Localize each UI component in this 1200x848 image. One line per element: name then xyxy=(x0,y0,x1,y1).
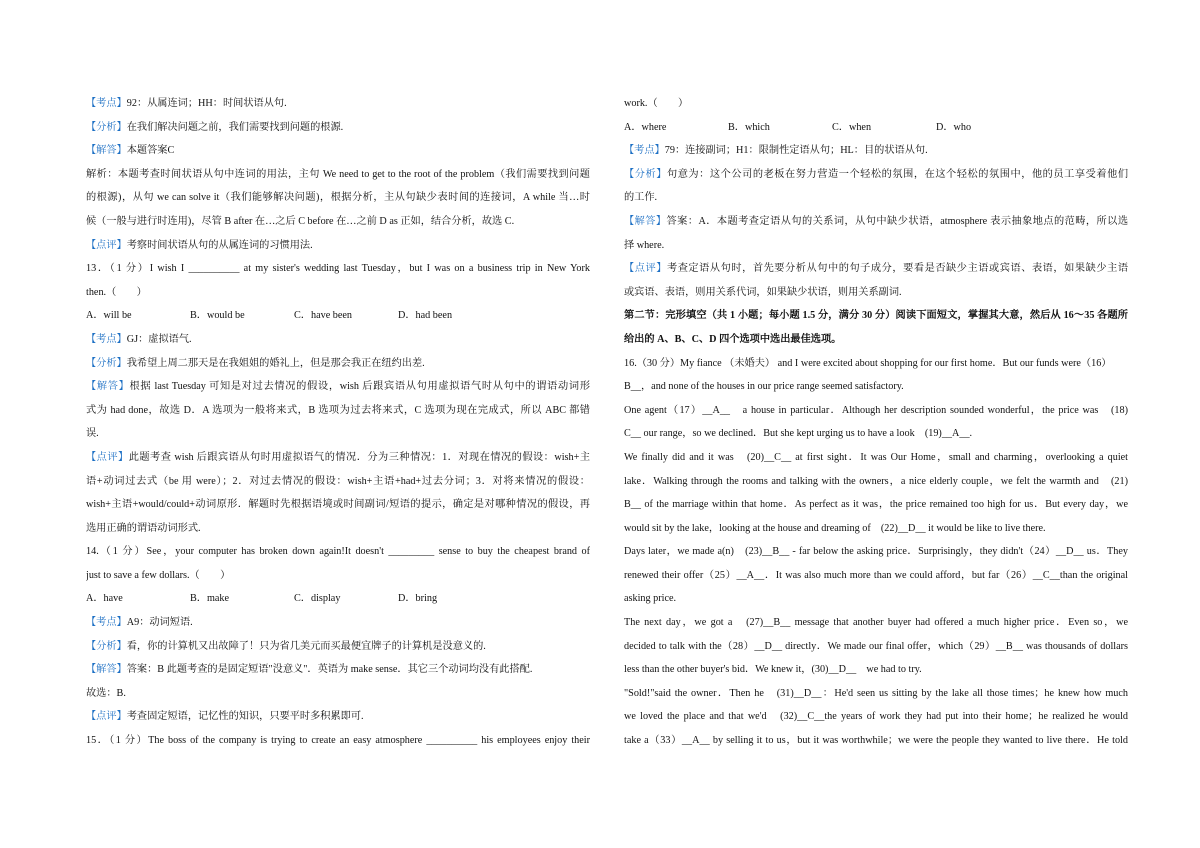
line-text: 句意为：这个公司的老板在努力营造一个轻松的氛围，在这个轻松的氛围中，他的员工享受着他们 xyxy=(666,168,1128,180)
line-text: decided to talk with the（28）__D__ directly．We made our final offer，which（29）__B__ was thousands of dollars xyxy=(624,640,1128,652)
text-line xyxy=(86,328,590,352)
line-text: 式为 had done，故选 D．A 选项为一般将来式，B 选项为过去将来式，C 选项为现在完成式，所以 ABC 都错 xyxy=(86,404,590,416)
text-line xyxy=(624,328,1128,352)
text-line xyxy=(86,422,590,446)
text-line xyxy=(624,635,1128,659)
line-text: 根据 last Tuesday 可知是对过去情况的假设，wish 后跟宾语从句用虚拟语气时从句中的谓语动词形 xyxy=(129,381,590,393)
section-tag: 【考点】 xyxy=(86,617,127,629)
line-text: we loved the place and that we'd (32)__C__the years of work they had put into their home；he realized he would xyxy=(624,711,1128,723)
text-line xyxy=(86,257,590,281)
text-line xyxy=(86,540,590,564)
line-text: 解析：本题考查时间状语从句中连词的用法，主句 We need to get to the root of the problem（我们需要找到问题 xyxy=(86,168,590,180)
text-line xyxy=(624,422,1128,446)
line-text: 我希望上周二那天是在我姐姐的婚礼上，但是那会我正在纽约出差. xyxy=(126,357,425,369)
line-text: 的根源)，从句 we can solve it（我们能够解决问题)，根据分析，主从句缺少表时间的连接词，A while 当…时 xyxy=(86,192,590,204)
line-text: 13．（1 分）I wish I __________ at my sister's wedding last Tuesday，but I was on a business trip in New York xyxy=(86,263,590,275)
line-text: would sit by the lake，looking at the house and dreaming of (22)__D__ it would be like to live there. xyxy=(624,522,1046,534)
text-line xyxy=(86,658,590,682)
line-text: 16.（30 分）My fiance （未婚夫） and I were excited about shopping for our first home．But our funds were（16） xyxy=(624,357,1112,369)
text-line xyxy=(86,635,590,659)
line-text: B__ of the marriage within that home．As perfect as it was，the price remained too high for us．But every day，we xyxy=(624,499,1128,511)
section-tag: 【点评】 xyxy=(86,239,127,251)
line-text: B__，and none of the houses in our price range seemed satisfactory. xyxy=(624,381,904,393)
text-line xyxy=(86,352,590,376)
line-text: asking price. xyxy=(624,593,677,605)
text-line xyxy=(86,493,590,517)
answer-option: D．had been xyxy=(398,310,453,322)
line-text: work.（ ） xyxy=(624,98,689,109)
text-line xyxy=(86,92,590,116)
answer-option: C．display xyxy=(294,593,341,605)
text-line xyxy=(86,210,590,234)
line-text: 考查定语从句时，首先要分析从句中的句子成分，要看是否缺少主语或宾语、表语，如果缺少主语 xyxy=(666,263,1128,275)
text-line xyxy=(624,281,1128,305)
line-text: 第二节：完形填空（共 1 小题；每小题 1.5 分，满分 30 分）阅读下面短文，掌握其大意，然后从 16～35 各题所 xyxy=(624,310,1128,322)
text-line xyxy=(624,234,1128,258)
line-text: just to save a few dollars.（ ） xyxy=(86,569,231,581)
text-line xyxy=(86,375,590,399)
line-text: 92：从属连词；HH：时间状语从句. xyxy=(126,98,287,109)
text-line xyxy=(624,564,1128,588)
line-text: The next day，we got a (27)__B__ message that another buyer had offered a much higher price．Even so，we xyxy=(624,617,1128,629)
line-text: take a（33）__A__ by selling it to us，but it was worthwhile；we were the people they wanted to live there．He told xyxy=(624,735,1128,747)
line-text: 或宾语、表语，则用关系代词，如果缺少状语，则用关系副词. xyxy=(624,286,902,298)
text-line xyxy=(86,446,590,470)
line-text: We finally did and it was (20)__C__ at first sight．It was Our Home，small and charming，overlooking a quiet xyxy=(624,451,1128,463)
section-tag: 【分析】 xyxy=(86,121,127,133)
text-line xyxy=(624,446,1128,470)
section-tag: 【解答】 xyxy=(86,145,127,157)
line-text: C__ our range，so we declined．But she kept urging us to have a look (19)__A__. xyxy=(624,428,973,440)
line-text: 误. xyxy=(86,428,99,440)
line-text: 14.（1 分）See，your computer has broken down again!It doesn't _________ sense to buy the cheapest brand of xyxy=(86,546,590,558)
answer-option: A．will be xyxy=(86,310,132,322)
line-text: 79：连接副词；H1：限制性定语从句；HL：目的状语从句. xyxy=(664,145,928,157)
line-text: 答案：B 此题考查的是固定短语"没意义"．英语为 make sense．其它三个动词均没有此搭配. xyxy=(126,664,533,676)
text-line xyxy=(624,186,1128,210)
text-line xyxy=(624,352,1128,376)
line-text: Days later，we made a(n) (23)__B__ - far below the asking price．Surprisingly，they didn't（24）__D__ us．They xyxy=(624,546,1128,558)
answer-option: A．have xyxy=(86,593,123,605)
text-line xyxy=(624,517,1128,541)
line-text: 考察时间状语从句的从属连词的习惯用法. xyxy=(126,239,313,251)
line-text: less than the other buyer's bid．We knew it，(30)__D__ we had to try. xyxy=(624,664,922,676)
text-line xyxy=(624,210,1128,234)
section-tag: 【解答】 xyxy=(624,215,667,227)
text-line xyxy=(624,375,1128,399)
text-line xyxy=(86,517,590,541)
section-tag: 【解答】 xyxy=(86,664,127,676)
answer-option: C．have been xyxy=(294,310,352,322)
line-text: 15．（1 分）The boss of the company is trying to create an easy atmosphere __________ his employees enjoy their xyxy=(86,735,590,747)
line-text: 选用正确的谓语动词形式. xyxy=(86,522,201,534)
answer-option: B．would be xyxy=(190,310,245,322)
line-text: renewed their offer（25）__A__．It was also much more than we could afford，but far（26）__C__than the original xyxy=(624,569,1128,581)
line-text: "Sold!"said the owner．Then he (31)__D__：He'd seen us sitting by the lake all those times；he knew how much xyxy=(624,687,1128,699)
left-column xyxy=(86,92,590,753)
line-text: 择 where. xyxy=(624,239,665,251)
line-text: 故选：B. xyxy=(86,687,126,699)
section-tag: 【考点】 xyxy=(86,98,127,109)
line-text: then.（ ） xyxy=(86,286,147,298)
line-text: One agent（17）__A__ a house in particular．Although her description sounded wonderful，the price was (18) xyxy=(624,404,1128,416)
line-text: 本题答案C xyxy=(126,145,175,157)
text-line xyxy=(624,705,1128,729)
text-line xyxy=(86,281,590,305)
section-tag: 【分析】 xyxy=(624,168,667,180)
line-text: 考查固定短语，记忆性的知识，只要平时多积累即可. xyxy=(126,711,364,723)
section-tag: 【分析】 xyxy=(86,357,127,369)
line-text: GJ：虚拟语气. xyxy=(126,333,192,345)
section-tag: 【点评】 xyxy=(624,263,667,275)
text-line xyxy=(624,729,1128,753)
line-text: A9：动词短语. xyxy=(126,617,193,629)
text-line xyxy=(624,587,1128,611)
answer-option: D．who xyxy=(936,121,972,133)
text-line xyxy=(86,399,590,423)
text-line xyxy=(624,682,1128,706)
text-line xyxy=(86,705,590,729)
section-tag: 【考点】 xyxy=(624,145,665,157)
line-text: lake．Walking through the rooms and talking with the owners，a nice elderly couple，we felt the warmth and (21) xyxy=(624,475,1128,487)
right-column xyxy=(624,92,1128,753)
text-line xyxy=(624,611,1128,635)
text-line xyxy=(86,116,590,140)
line-text: 看，你的计算机又出故障了！只为省几美元而买最便宜牌子的计算机是没意义的. xyxy=(126,640,486,652)
line-text: 在我们解决问题之前，我们需要找到问题的根源. xyxy=(126,121,344,133)
text-line xyxy=(624,658,1128,682)
section-tag: 【解答】 xyxy=(86,381,130,393)
text-line xyxy=(86,470,590,494)
line-text: 语+动词过去式（be 用 were）；2．对过去情况的假设：wish+主语+had+过去分词；3．对将来情况的假设： xyxy=(86,475,590,487)
text-line xyxy=(624,493,1128,517)
section-tag: 【点评】 xyxy=(86,711,127,723)
text-line xyxy=(86,611,590,635)
text-line xyxy=(624,257,1128,281)
text-line xyxy=(624,540,1128,564)
text-line xyxy=(86,682,590,706)
line-text: 的工作. xyxy=(624,192,658,204)
line-text: 此题考查 wish 后跟宾语从句时用虚拟语气的情况．分为三种情况：1．对现在情况的假设：wish+主 xyxy=(128,451,590,463)
text-line xyxy=(86,186,590,210)
text-line xyxy=(86,139,590,163)
answer-options xyxy=(86,587,590,611)
answer-option: C．when xyxy=(832,121,872,133)
line-text: 候（一般与进行时连用)，尽管 B after 在…之后 C before 在…之前 D as 正如，结合分析，故选 C. xyxy=(86,215,515,227)
answer-option: D．bring xyxy=(398,593,438,605)
text-line xyxy=(624,163,1128,187)
section-tag: 【点评】 xyxy=(86,451,129,463)
section-tag: 【分析】 xyxy=(86,640,127,652)
text-line xyxy=(86,234,590,258)
text-line xyxy=(624,304,1128,328)
answer-option: B．make xyxy=(190,593,230,605)
text-line xyxy=(86,564,590,588)
text-line xyxy=(86,163,590,187)
line-text: 给出的 A、B、C、D 四个选项中选出最佳选项。 xyxy=(624,333,842,345)
text-line xyxy=(624,470,1128,494)
text-line xyxy=(86,729,590,753)
text-line xyxy=(624,139,1128,163)
answer-option: B．which xyxy=(728,121,770,133)
line-text: 答案：A．本题考查定语从句的关系词，从句中缺少状语，atmosphere 表示抽象地点的范畴，所以选 xyxy=(666,215,1128,227)
line-text: wish+主语+would/could+动词原形．解题时先根据语境或时间副词/短语的提示，确定是对哪种情况的假设，再 xyxy=(86,499,590,511)
answer-options xyxy=(624,116,1128,140)
answer-options xyxy=(86,304,590,328)
section-tag: 【考点】 xyxy=(86,333,127,345)
text-line xyxy=(624,92,1128,116)
answer-option: A．where xyxy=(624,121,667,133)
text-line xyxy=(624,399,1128,423)
